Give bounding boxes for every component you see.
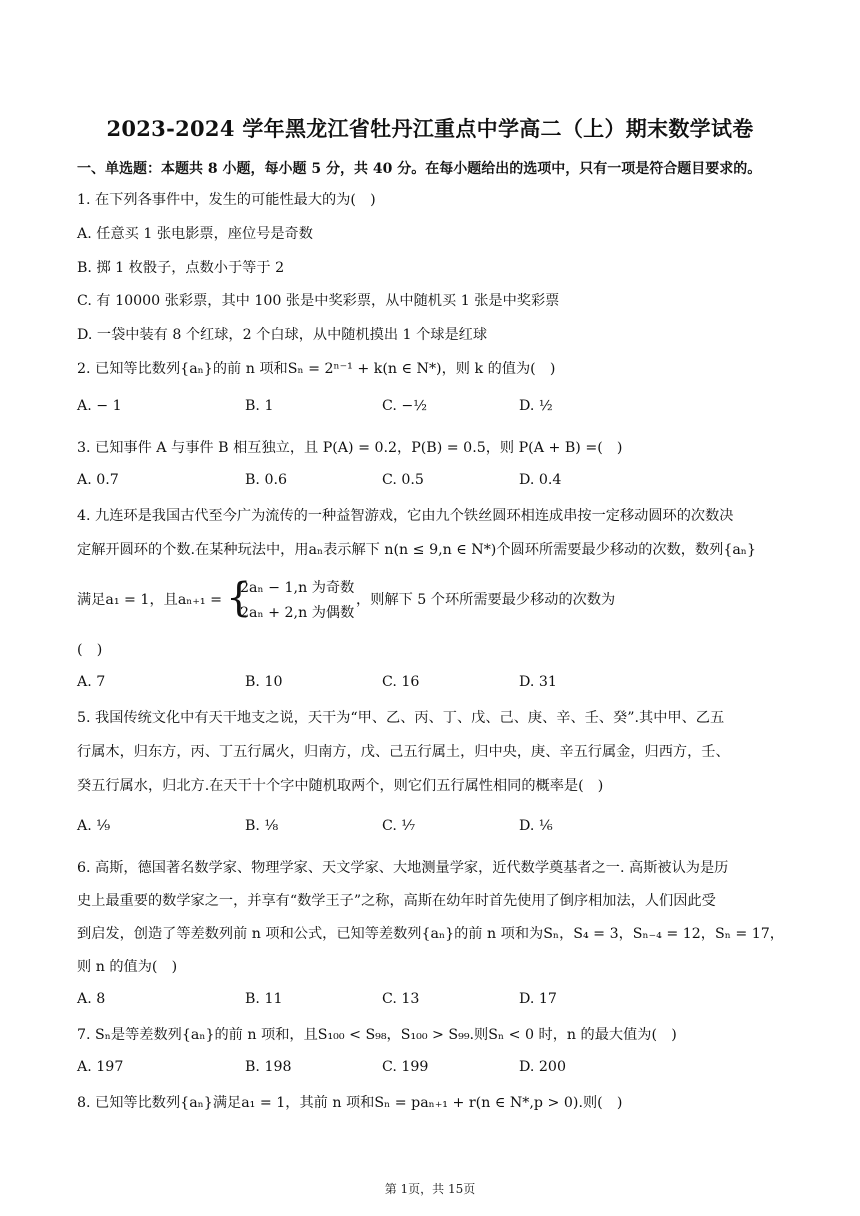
page-footer: 第 1页，共 15页 [384, 1182, 476, 1196]
question-3-stem: 3. 已知事件 A 与事件 B 相互独立，且 P(A) = 0.2，P(B) = 0.5，则 P(A + B) =( ) [77, 440, 623, 456]
question-7-options [77, 1059, 777, 1081]
question-4-line-4: ( ) [77, 642, 103, 658]
option-c: C. 13 [382, 991, 420, 1007]
piecewise-brace: { [226, 575, 252, 621]
question-6-line-3: 到启发，创造了等差数列前 n 项和公式，已知等差数列{aₙ}的前 n 项和为Sₙ，S₄ = 3，Sₙ₋₄ = 12，Sₙ = 17， [77, 926, 784, 942]
option-d: D. 0.4 [519, 472, 562, 488]
section-heading: 一、单选题：本题共 8 小题，每小题 5 分，共 40 分。在每小题给出的选项中，只有一项是符合题目要求的。 [77, 161, 762, 177]
exam-title: 2023-2024 学年黑龙江省牡丹江重点中学高二（上）期末数学试卷 [106, 116, 754, 141]
question-3-options [77, 472, 777, 494]
recurrence-lead: 满足a₁ = 1，且aₙ₊₁ = [77, 592, 222, 608]
question-6-line-2: 史上最重要的数学家之一，并享有“数学王子”之称，高斯在幼年时首先使用了倒序相加法，人们因此受 [77, 893, 716, 909]
question-2-stem: 2. 已知等比数列{aₙ}的前 n 项和Sₙ = 2ⁿ⁻¹ + k(n ∈ N*)，则 k 的值为( ) [77, 361, 556, 377]
question-1-option-b: B. 掷 1 枚骰子，点数小于等于 2 [77, 260, 285, 276]
question-6-options [77, 991, 777, 1013]
option-b: B. 198 [245, 1059, 292, 1075]
option-a: A. ¹⁄₉ [77, 818, 111, 834]
question-1-stem: 1. 在下列各事件中，发生的可能性最大的为( ) [77, 192, 376, 208]
question-1-option-a: A. 任意买 1 张电影票，座位号是奇数 [77, 226, 313, 242]
question-5-line-1: 5. 我国传统文化中有天干地支之说，天干为“甲、乙、丙、丁、戊、己、庚、辛、壬、癸”.其中甲、乙五 [77, 710, 725, 726]
question-2-options [77, 398, 777, 420]
option-a: A. 0.7 [77, 472, 119, 488]
question-5-line-2: 行属木，归东方，丙、丁五行属火，归南方，戊、己五行属土，归中央，庚、辛五行属金，归西方，壬、 [77, 744, 730, 760]
question-5-options [77, 818, 777, 840]
option-d: D. 31 [519, 674, 557, 690]
option-b: B. 10 [245, 674, 283, 690]
question-1-option-d: D. 一袋中装有 8 个红球，2 个白球，从中随机摸出 1 个球是红球 [77, 327, 488, 343]
question-4-line-3 [77, 590, 222, 610]
option-d: D. ¹⁄₆ [519, 818, 553, 834]
piecewise-case-2: 2aₙ + 2,n 为偶数 [240, 605, 355, 621]
option-b: B. 0.6 [245, 472, 288, 488]
question-8-stem: 8. 已知等比数列{aₙ}满足a₁ = 1，其前 n 项和Sₙ = paₙ₊₁ + r(n ∈ N*,p > 0).则( ) [77, 1095, 623, 1111]
option-c: C. 16 [382, 674, 420, 690]
option-a: A. 197 [77, 1059, 124, 1075]
option-a: A. 8 [77, 991, 106, 1007]
option-d: D. 200 [519, 1059, 566, 1075]
option-c: C. 199 [382, 1059, 429, 1075]
option-c: C. 0.5 [382, 472, 424, 488]
question-1-option-c: C. 有 10000 张彩票，其中 100 张是中奖彩票，从中随机买 1 张是中奖彩票 [77, 293, 560, 309]
option-a: A. − 1 [77, 398, 122, 414]
option-b: B. 1 [245, 398, 274, 414]
option-c: C. −½ [382, 398, 428, 414]
option-d: D. ½ [519, 398, 553, 414]
piecewise-case-1: 2aₙ − 1,n 为奇数 [240, 580, 355, 596]
question-6-line-1: 6. 高斯，德国著名数学家、物理学家、天文学家、大地测量学家，近代数学奠基者之一. 高斯被认为是历 [77, 860, 729, 876]
option-d: D. 17 [519, 991, 557, 1007]
question-4-line-1: 4. 九连环是我国古代至今广为流传的一种益智游戏，它由九个铁丝圆环相连成串按一定移动圆环的次数决 [77, 508, 734, 524]
question-4-line-2: 定解开圆环的个数.在某种玩法中，用aₙ表示解下 n(n ≤ 9,n ∈ N*)个圆环所需要最少移动的次数，数列{aₙ} [77, 542, 756, 558]
option-b: B. ¹⁄₈ [245, 818, 279, 834]
question-7-stem: 7. Sₙ是等差数列{aₙ}的前 n 项和，且S₁₀₀ < S₉₈，S₁₀₀ > S₉₉.则Sₙ < 0 时，n 的最大值为( ) [77, 1027, 677, 1043]
option-b: B. 11 [245, 991, 283, 1007]
question-4-line-3-tail: ，则解下 5 个环所需要最少移动的次数为 [356, 592, 616, 608]
question-4-options [77, 674, 777, 696]
option-c: C. ¹⁄₇ [382, 818, 416, 834]
option-a: A. 7 [77, 674, 106, 690]
question-6-line-4: 则 n 的值为( ) [77, 959, 178, 975]
question-5-line-3: 癸五行属水，归北方.在天干十个字中随机取两个，则它们五行属性相同的概率是( ) [77, 778, 604, 794]
